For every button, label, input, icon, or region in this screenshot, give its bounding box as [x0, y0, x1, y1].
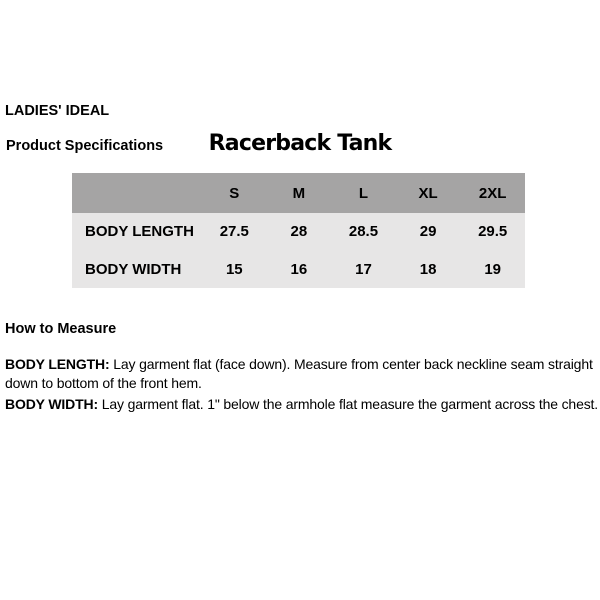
size-table-body — [72, 213, 525, 288]
measure-term-body-length: BODY LENGTH: — [5, 356, 110, 372]
body-width-l: 17 — [331, 251, 396, 289]
body-length-s: 27.5 — [202, 213, 267, 251]
size-col-header-blank — [72, 173, 202, 213]
size-col-header-2xl: 2XL — [460, 173, 525, 213]
measure-item-body-length — [5, 355, 600, 392]
measure-description-body-length: Lay garment flat (face down). Measure from center back neckline seam straight down to bottom of the front hem. — [5, 356, 593, 391]
row-label-body-length: BODY LENGTH — [72, 213, 202, 251]
body-length-xl: 29 — [396, 213, 461, 251]
body-length-l: 28.5 — [331, 213, 396, 251]
measure-term-body-width: BODY WIDTH: — [5, 396, 98, 412]
measure-item-body-width — [5, 395, 600, 414]
body-width-m: 16 — [267, 251, 332, 289]
brand-line: LADIES' IDEAL — [5, 103, 110, 119]
size-col-header-xl: XL — [396, 173, 461, 213]
size-col-header-l: L — [331, 173, 396, 213]
table-row-body-width — [72, 251, 525, 289]
body-width-2xl: 19 — [460, 251, 525, 289]
size-spec-table — [72, 173, 525, 288]
table-row-body-length — [72, 213, 525, 251]
body-length-m: 28 — [267, 213, 332, 251]
size-col-header-m: M — [267, 173, 332, 213]
measure-description-body-width: Lay garment flat. 1" below the armhole flat measure the garment across the chest. — [101, 396, 599, 412]
body-width-xl: 18 — [396, 251, 461, 289]
body-length-2xl: 29.5 — [460, 213, 525, 251]
spec-label: Product Specifications — [6, 138, 164, 154]
size-table-header — [72, 173, 525, 213]
size-table-header-row — [72, 173, 525, 213]
row-label-body-width: BODY WIDTH — [72, 251, 202, 289]
product-title: Racerback Tank — [208, 131, 392, 156]
size-col-header-s: S — [202, 173, 267, 213]
body-width-s: 15 — [202, 251, 267, 289]
how-to-measure-instructions — [5, 355, 600, 414]
how-to-measure-heading: How to Measure — [5, 321, 117, 337]
